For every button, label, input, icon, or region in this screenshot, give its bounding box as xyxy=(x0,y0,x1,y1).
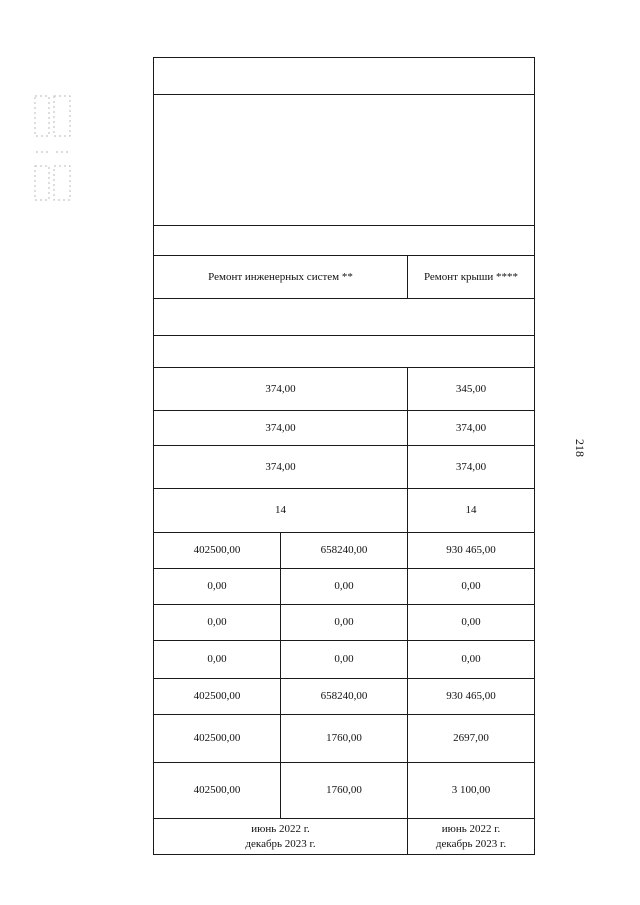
table-cell: 345,00 xyxy=(455,382,487,395)
table-cell: 0,00 xyxy=(461,653,481,665)
table-cell: 374,00 xyxy=(265,382,296,395)
table-cell: 658240,00 xyxy=(320,544,368,556)
table-cell: 402500,00 xyxy=(193,732,241,744)
table-cell: 0,00 xyxy=(207,616,227,628)
row-rule xyxy=(153,57,535,58)
table-cell: 2697,00 xyxy=(453,732,489,744)
table-cell: 0,00 xyxy=(334,616,354,628)
table-cell: 374,00 xyxy=(265,460,296,473)
table-cell: 930 465,00 xyxy=(446,544,496,556)
row-rule xyxy=(153,854,535,855)
table-cell: 374,00 xyxy=(455,460,487,473)
footer-roof-dates: июнь 2022 г. декабрь 2023 г. xyxy=(435,822,507,850)
row-rule xyxy=(153,225,535,226)
table-border-right xyxy=(534,57,535,854)
row-rule xyxy=(153,298,535,299)
table-cell: 402500,00 xyxy=(193,544,241,556)
table-cell: 930 465,00 xyxy=(446,690,496,702)
table-cell: 14 xyxy=(275,504,286,516)
row-rule xyxy=(153,335,535,336)
table-cell: 374,00 xyxy=(265,421,296,434)
table-cell: 1760,00 xyxy=(326,784,362,796)
table-cell: 0,00 xyxy=(334,653,354,665)
table-cell: 374,00 xyxy=(455,421,487,434)
table-cell: 3 100,00 xyxy=(451,784,491,796)
page-number: 218 xyxy=(573,439,588,457)
header-roof-repair: Ремонт крыши **** xyxy=(423,270,519,283)
table-cell: 0,00 xyxy=(207,653,227,665)
stamp-mark xyxy=(32,92,74,204)
row-rule xyxy=(153,94,535,95)
table-cell: 0,00 xyxy=(207,580,227,592)
table-cell: 402500,00 xyxy=(193,784,241,796)
table-cell: 0,00 xyxy=(461,580,481,592)
table-cell: 0,00 xyxy=(461,616,481,628)
header-engineering-systems: Ремонт инженерных систем ** xyxy=(208,270,353,283)
table-cell: 402500,00 xyxy=(193,690,241,702)
table-cell: 1760,00 xyxy=(326,732,362,744)
footer-engineering-dates: июнь 2022 г. декабрь 2023 г. xyxy=(245,822,316,850)
table-cell: 0,00 xyxy=(334,580,354,592)
table-cell: 658240,00 xyxy=(320,690,368,702)
table-cell: 14 xyxy=(465,504,477,516)
